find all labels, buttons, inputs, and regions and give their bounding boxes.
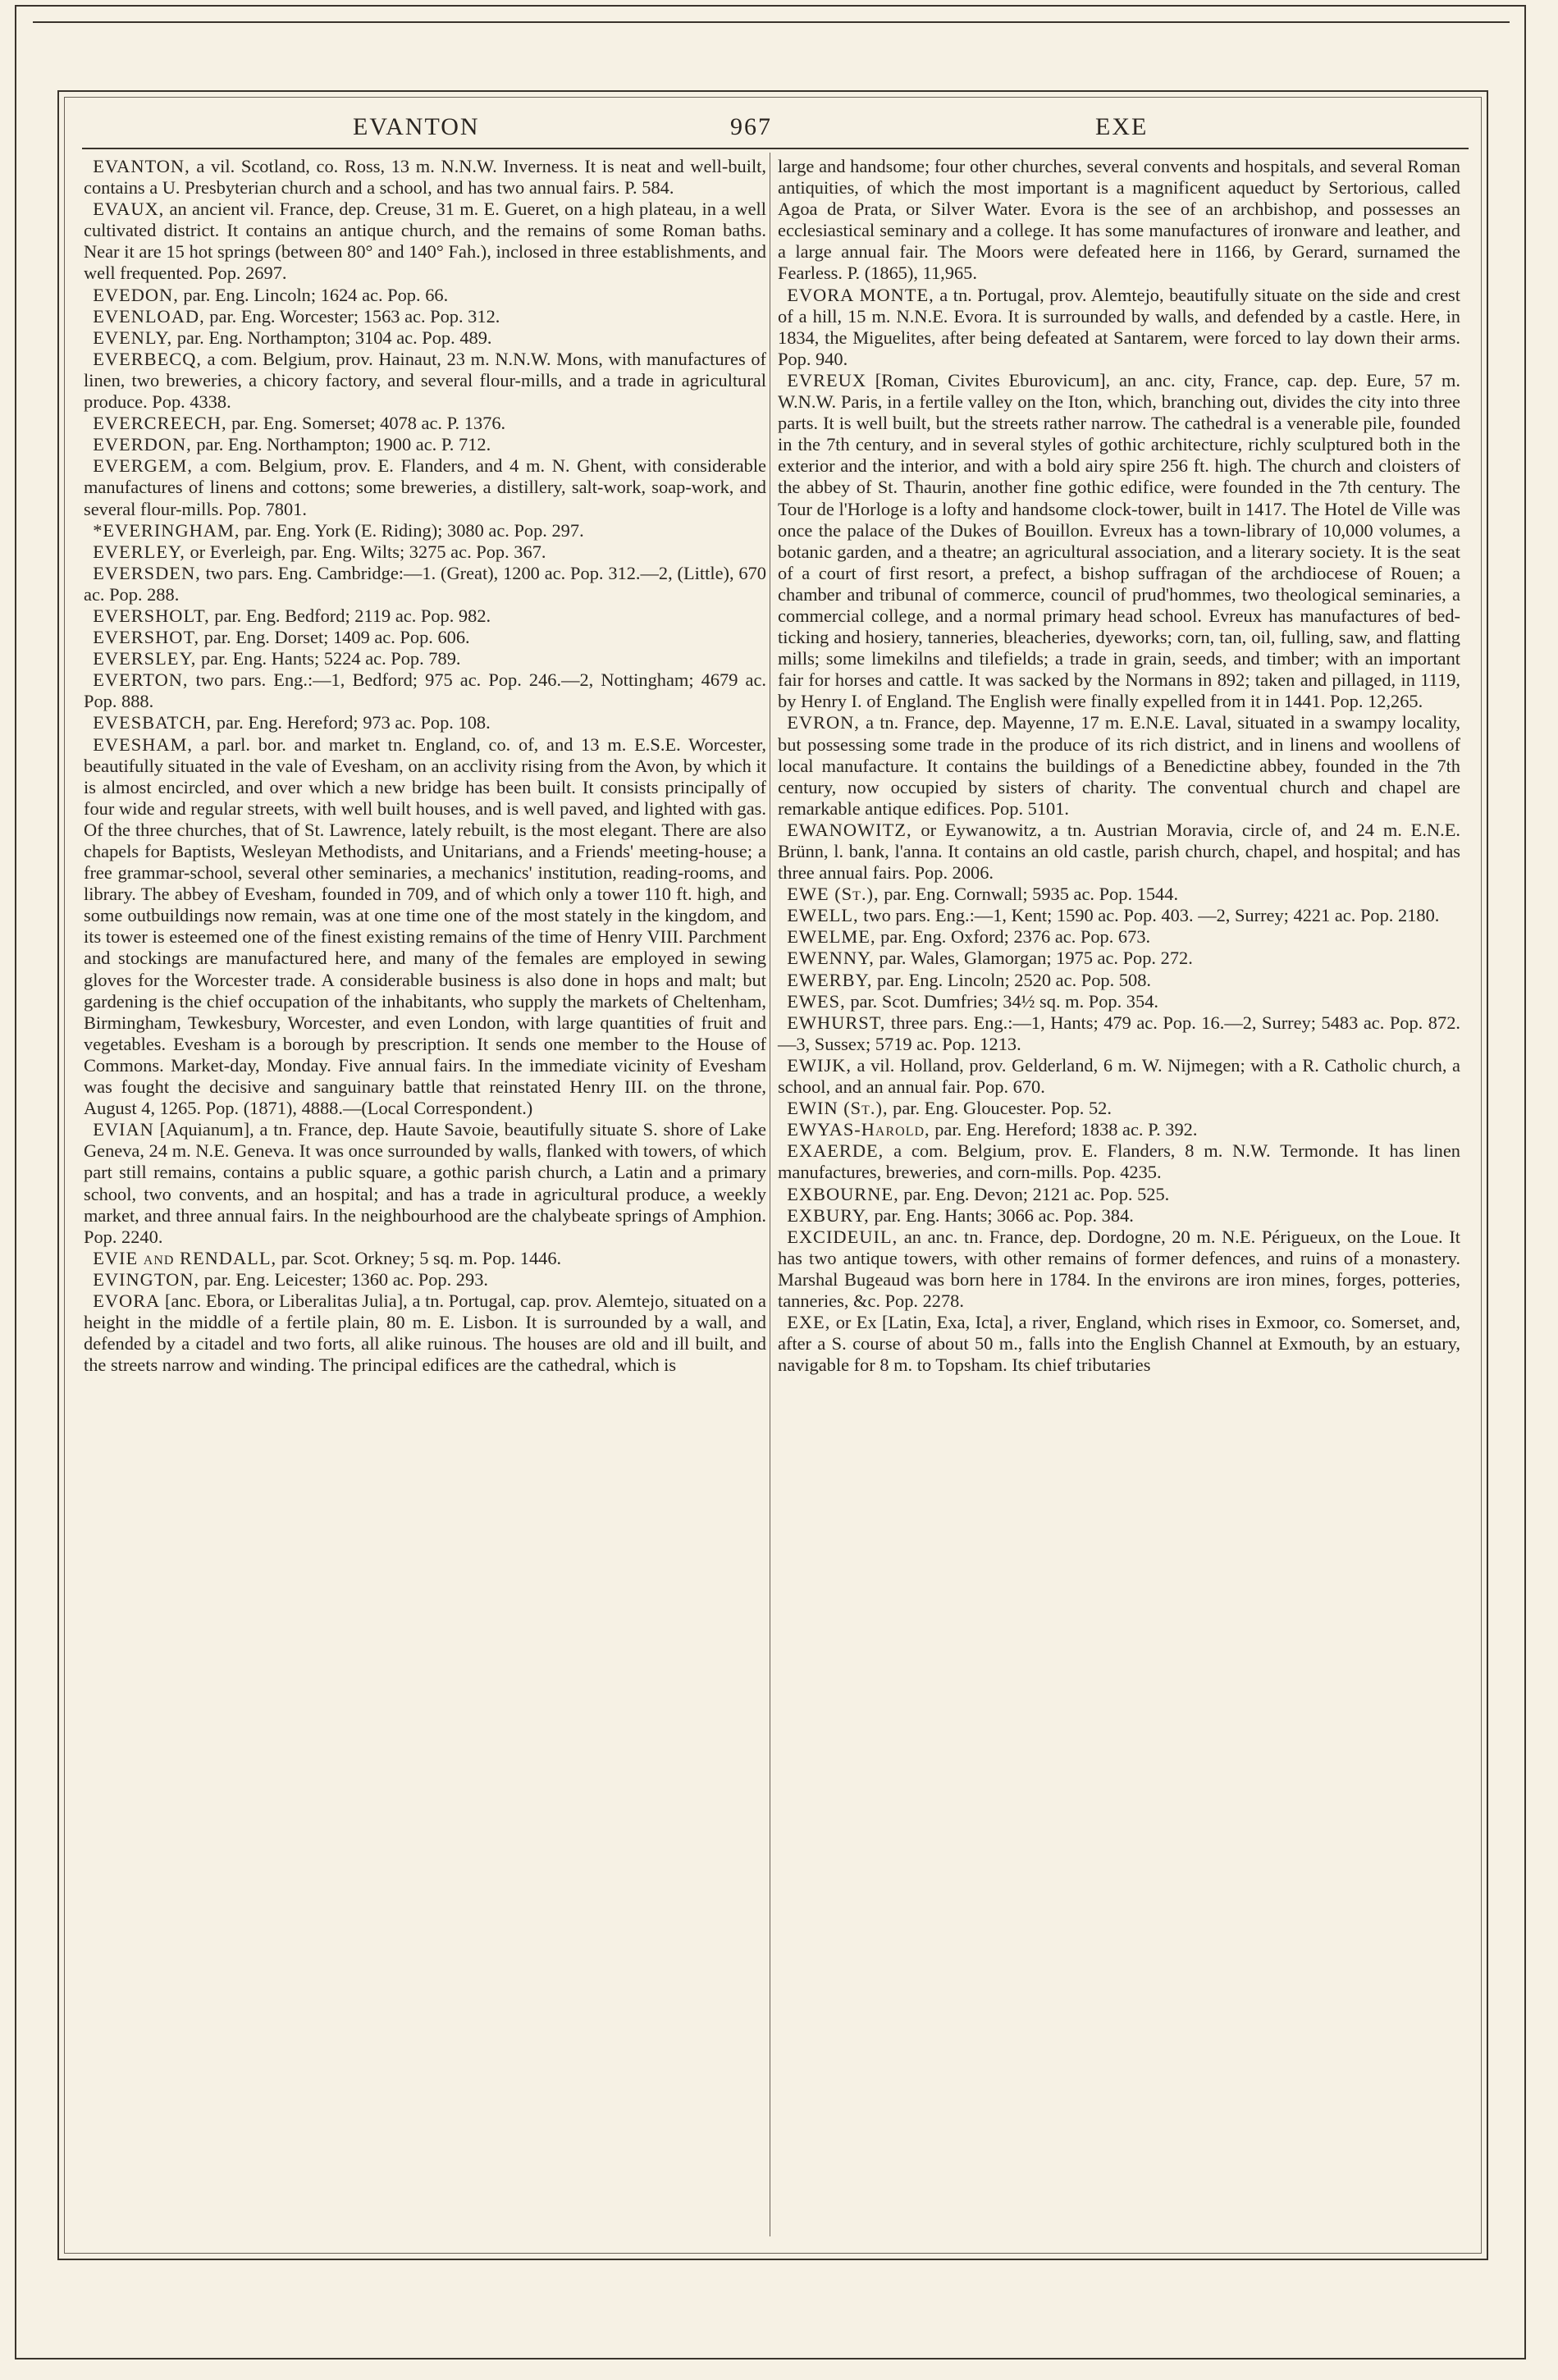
entry-text: three pars. Eng.:—1, Hants; 479 ac. Pop. 16.—2, Surrey; 5483 ac. Pop. 872.—3, Sussex; 5719 ac. Pop. 1213. — [778, 1012, 1460, 1054]
entry-headword: EWES, — [787, 990, 846, 1012]
entry-text: a tn. France, dep. Mayenne, 17 m. E.N.E. Laval, situated in a swampy locality, but possessing some trade in the produce of its rich district, and in linens and woollens of local manufacture. It contains the buildings of a Benedictine abbey, founded in the 7th century, now occupied by sisters of charity. The conventual church and chapel are remarkable antique edifices. Pop. 5101. — [778, 712, 1460, 819]
gazetteer-entry — [84, 1119, 766, 1248]
entry-headword: EWERBY, — [787, 969, 873, 990]
entry-text: par. Eng. Devon; 2121 ac. Pop. 525. — [898, 1183, 1170, 1204]
entry-text: two pars. Eng.:—1, Bedford; 975 ac. Pop. 246.—2, Nottingham; 4679 ac. Pop. 888. — [84, 669, 766, 712]
entry-text: [Roman, Civites Eburovicum], an anc. city, France, cap. dep. Eure, 57 m. W.N.W. Paris, in a fertile valley on the Iton, which, branching out, divides the city into three parts. It is well built, but the streets rather narrow. The cathedral is a venerable pile, founded in the 7th century, and in several styles of gothic architecture, richly sculptured both in the exterior and the interior, and with a bold airy spire 256 ft. high. The church and cloisters of the abbey of St. Thaurin, another fine gothic edifice, were founded in the 7th century. The Tour de l'Horloge is a lofty and handsome clock-tower, built in 1417. The Hotel de Ville was once the palace of the Dukes of Bouillon. Evreux has a town-library of 10,000 volumes, a botanic garden, and a theatre; an agricultural association, and a literary society. It is the seat of a court of first resort, a prefect, a bishop suffragan of the archdiocese of Rouen; a chamber and tribunal of commerce, council of prud'hommes, two theological seminaries, a commercial college, and a normal primary head school. Evreux has manufactures of bed-ticking and hosiery, tanneries, bleacheries, dyeworks; corn, tan, oil, fulling, saw, and flatting mills; some limekilns and tilefields; a trade in grain, seeds, and timber; with an important fair for horses and cattle. It was sacked by the Normans in 892; taken and pillaged, in 1119, by Henry I. of England. The English were finally expelled from it in 1441. Pop. 12,265. — [778, 369, 1460, 712]
outer-right-rule — [1524, 5, 1526, 2359]
entry-text: par. Eng. Hereford; 1838 ac. P. 392. — [930, 1119, 1198, 1140]
header-left-guide-word: EVANTON — [353, 113, 480, 140]
entry-text: or Ex [Latin, Exa, Icta], a river, England, which rises in Exmoor, co. Somerset, and, after a S. course of about 50 m., falls into the English Channel at Exmouth, by an estuary, navigable for 8 m. to Topsham. Its chief tributaries — [778, 1312, 1460, 1376]
entry-headword: EWANOWITZ, — [787, 819, 912, 840]
header-right-guide-word: EXE — [1095, 113, 1149, 140]
entry-text: par. Eng. Somerset; 4078 ac. P. 1376. — [226, 413, 506, 434]
gazetteer-entry — [84, 1248, 766, 1269]
gazetteer-entry — [84, 434, 766, 455]
entry-headword: EXBOURNE, — [787, 1183, 899, 1204]
gazetteer-entry — [84, 669, 766, 712]
entry-text: a vil. Holland, prov. Gelderland, 6 m. W. Nijmegen; with a R. Catholic church, a school, and an annual fair. Pop. 670. — [778, 1054, 1460, 1098]
entry-text: a com. Belgium, prov. Hainaut, 23 m. N.N.W. Mons, with manufactures of linen, two breweries, a chicory factory, and several flour-mills, and a trade in agricultural produce. Pop. 4338. — [84, 348, 766, 413]
entry-text: a vil. Scotland, co. Ross, 13 m. N.N.W. Inverness. It is neat and well-built, contains a U. Presbyterian church and a school, and has two annual fairs. P. 584. — [84, 156, 766, 199]
gazetteer-entry — [778, 1205, 1460, 1227]
gazetteer-entry — [778, 1012, 1460, 1055]
entry-text: par. Eng. Hants; 3066 ac. Pop. 384. — [869, 1204, 1134, 1226]
gazetteer-entry — [778, 970, 1460, 991]
entry-headword: EVESHAM, — [93, 733, 194, 755]
gazetteer-entry — [778, 1227, 1460, 1312]
gazetteer-entry — [84, 285, 766, 306]
entry-text: large and handsome; four other churches, several convents and hospitals, and several Roman antiquities, of which the most important is a magnificent aqueduct by Sertorious, called Agoa de Prata, or Silver Water. Evora is the see of an archbishop, and possesses an ecclesiastical seminary and a college. It has some manufactures of ironware and leather, and a large annual fair. The Moors were defeated here in 1166, by Gerard, surnamed the Fearless. P. (1865), 11,965. — [778, 156, 1460, 284]
gazetteer-entry — [84, 605, 766, 627]
entry-text: or Everleigh, par. Eng. Wilts; 3275 ac. Pop. 367. — [185, 541, 546, 562]
entry-text: par. Eng. Dorset; 1409 ac. Pop. 606. — [199, 627, 470, 648]
entry-text: par. Eng. Northampton; 1900 ac. P. 712. — [191, 434, 491, 455]
entry-text: par. Eng. Leicester; 1360 ac. Pop. 293. — [199, 1268, 488, 1290]
entry-headword: EVERSLEY, — [93, 648, 197, 669]
outer-left-rule — [15, 5, 16, 2359]
entry-headword: EVERSHOT, — [93, 627, 200, 648]
entry-headword: EWENNY, — [787, 948, 875, 969]
gazetteer-entry — [84, 627, 766, 648]
entry-headword: EVERCREECH, — [93, 413, 227, 434]
entry-text: par. Eng. Hants; 5224 ac. Pop. 789. — [196, 648, 461, 669]
entry-text: par. Eng. Lincoln; 1624 ac. Pop. 66. — [178, 284, 449, 305]
entry-headword: EWELL, — [787, 905, 859, 926]
gazetteer-entry — [778, 1184, 1460, 1205]
gazetteer-entry — [778, 1098, 1460, 1119]
outer-top-rule — [16, 5, 1526, 7]
entry-text: par. Eng. Oxford; 2376 ac. Pop. 673. — [875, 926, 1151, 948]
entry-headword: EVANTON, — [93, 156, 190, 176]
gazetteer-entry — [84, 541, 766, 563]
gazetteer-entry — [778, 926, 1460, 948]
entry-headword: EXE, — [787, 1312, 831, 1333]
page-number: 967 — [730, 113, 772, 140]
entry-headword: *EVERINGHAM, — [93, 519, 240, 541]
entry-headword: EVENLY, — [93, 327, 173, 348]
gazetteer-entry — [778, 884, 1460, 905]
gazetteer-entry — [778, 820, 1460, 884]
gazetteer-entry — [84, 327, 766, 349]
entry-text: two pars. Eng. Cambridge:—1. (Great), 1200 ac. Pop. 312.—2, (Little), 670 ac. Pop. 288. — [84, 562, 766, 605]
gazetteer-entry — [84, 455, 766, 519]
gazetteer-entry — [84, 349, 766, 413]
entry-text: par. Eng. Lincoln; 2520 ac. Pop. 508. — [872, 969, 1151, 990]
gazetteer-entry — [778, 156, 1460, 285]
entry-headword: EVINGTON, — [93, 1268, 200, 1290]
gazetteer-entry — [84, 563, 766, 605]
entry-headword: EWHURST, — [787, 1012, 886, 1033]
entry-headword: EVERDON, — [93, 434, 192, 455]
gazetteer-entry — [84, 306, 766, 327]
gazetteer-entry — [778, 1140, 1460, 1183]
entry-text: a parl. bor. and market tn. England, co. of, and 13 m. E.S.E. Worcester, beautifully situated in the vale of Evesham, on an acclivity rising from the Avon, by which it is almost encircled, and over which a new bridge has been built. It consists principally of four wide and regular streets, with well built houses, and is well paved, and lighted with gas. Of the three churches, that of St. Lawrence, lately rebuilt, is the most elegant. There are also chapels for Baptists, Wesleyan Methodists, and Unitarians, and a Friends' meeting-house; a free grammar-school, several other seminaries, a mechanics' institution, reading-rooms, and library. The abbey of Evesham, founded in 709, and of which only a tower 110 ft. high, and some outbuildings now remain, was at one time one of the most stately in the kingdom, and its tower is esteemed one of the finest existing remains of the time of Henry VIII. Parchment and stockings are manufactured here, and many of the females are employed in sewing gloves for the Worcester trade. A considerable business is also done in hops and malt; but gardening is the chief occupation of the inhabitants, who supply the markets of Cheltenham, Birmingham, Tewkesbury, Worcester, and even London, with large quantities of fruit and vegetables. Evesham is a borough by prescription. It sends one member to the House of Commons. Market-day, Monday. Five annual fairs. In the immediate vicinity of Evesham was fought the decisive and sanguinary battle that reinstated Henry III. on the throne, August 4, 1265. Pop. (1871), 4888.—(Local Correspondent.) — [84, 733, 766, 1119]
entry-headword: EVERBECQ, — [93, 348, 202, 369]
entry-headword: EVREUX — [787, 369, 866, 391]
gazetteer-entry — [84, 734, 766, 1120]
entry-text: [Aquianum], a tn. France, dep. Haute Savoie, beautifully situate S. shore of Lake Geneva, 24 m. N.E. Geneva. It was once surrounded by walls, flanked with towers, of which part still remains, contains a public square, a gothic parish church, a Latin and a primary school, two convents, and an hospital; and has a trade in agricultural produce, a weekly market, and three annual fairs. In the neighbourhood are the chalybeate springs of Amphion. Pop. 2240. — [84, 1119, 766, 1247]
entry-text: par. Eng. Gloucester. Pop. 52. — [888, 1098, 1112, 1119]
entry-headword: EVERGEM, — [93, 455, 193, 477]
entry-text: a tn. Portugal, prov. Alemtejo, beautifully situate on the side and crest of a hill, 15 m. N.N.E. Evora. It is surrounded by walls, and defended by a castle. Here, in 1834, the Miguelites, after being defeated at Santarem, were forced to lay down their arms. Pop. 940. — [778, 284, 1460, 369]
gazetteer-entry — [84, 520, 766, 541]
entry-headword: EWIJK, — [787, 1054, 852, 1076]
entry-text: par. Scot. Orkney; 5 sq. m. Pop. 1446. — [276, 1247, 562, 1268]
entry-headword: EVESBATCH, — [93, 712, 212, 733]
entry-headword: EVERSHOLT, — [93, 605, 210, 626]
entry-text: par. Scot. Dumfries; 34½ sq. m. Pop. 354. — [845, 990, 1158, 1012]
gazetteer-entry — [778, 1055, 1460, 1098]
outer-bottom-rule — [16, 2358, 1526, 2359]
entry-headword: EVENLOAD, — [93, 305, 205, 327]
entry-text: or Eywanowitz, a tn. Austrian Moravia, circle of, and 24 m. E.N.E. Brünn, l. bank, l'anna. It contains an old castle, parish church, chapel, and hospital; and has three annual fairs. Pop. 2006. — [778, 819, 1460, 884]
entry-text: par. Eng. Hereford; 973 ac. Pop. 108. — [212, 712, 491, 733]
entry-headword: EVEDON, — [93, 284, 179, 305]
gazetteer-entry — [778, 1312, 1460, 1376]
entry-headword: EVERLEY, — [93, 541, 185, 562]
gazetteer-entry — [84, 648, 766, 669]
gazetteer-entry — [778, 285, 1460, 370]
gazetteer-entry — [84, 712, 766, 733]
running-header — [82, 108, 1469, 148]
header-rule — [82, 148, 1469, 149]
entry-headword: EWELME, — [787, 926, 876, 948]
gazetteer-entry — [778, 370, 1460, 713]
entry-headword: EVIE and RENDALL, — [93, 1247, 277, 1268]
entry-headword: EVORA MONTE, — [787, 284, 934, 305]
entry-text: an ancient vil. France, dep. Creuse, 31 m. E. Gueret, on a high plateau, in a well cultivated district. It contains an antique church, and the remains of some Roman baths. Near it are 15 hot springs (between 80° and 140° Fah.), inclosed in three establishments, and well frequented. Pop. 2697. — [84, 199, 766, 284]
entry-text: par. Eng. Cornwall; 5935 ac. Pop. 1544. — [879, 884, 1179, 905]
gazetteer-entry — [778, 991, 1460, 1012]
gazetteer-entry — [84, 1290, 766, 1376]
entry-text: par. Eng. Bedford; 2119 ac. Pop. 982. — [209, 605, 491, 626]
gazetteer-entry — [778, 905, 1460, 926]
entry-text: par. Wales, Glamorgan; 1975 ac. Pop. 272. — [874, 948, 1193, 969]
entry-headword: EVERSDEN, — [93, 562, 201, 583]
entry-headword: EVIAN — [93, 1119, 154, 1140]
entry-text: par. Eng. York (E. Riding); 3080 ac. Pop. 297. — [240, 519, 584, 541]
right-column — [778, 156, 1460, 1376]
entry-headword: EVRON, — [787, 712, 860, 733]
gazetteer-entry — [778, 712, 1460, 819]
entry-headword: EWE (St.), — [787, 884, 880, 905]
gazetteer-entry — [84, 1269, 766, 1290]
entry-headword: EXCIDEUIL, — [787, 1226, 898, 1247]
entry-text: par. Eng. Worcester; 1563 ac. Pop. 312. — [204, 305, 500, 327]
entry-text: par. Eng. Northampton; 3104 ac. Pop. 489. — [172, 327, 492, 348]
left-column — [84, 156, 766, 1376]
gazetteer-entry — [84, 199, 766, 284]
entry-text: a com. Belgium, prov. E. Flanders, and 4 m. N. Ghent, with considerable manufactures of linens and cottons; some breweries, a distillery, salt-work, soap-work, and several flour-mills. Pop. 7801. — [84, 455, 766, 519]
entry-headword: EXBURY, — [787, 1204, 870, 1226]
entry-headword: EVORA — [93, 1290, 161, 1311]
gazetteer-entry — [84, 413, 766, 434]
entry-headword: EWIN (St.), — [787, 1098, 889, 1119]
entry-headword: EVERTON, — [93, 669, 189, 691]
gazetteer-entry — [778, 948, 1460, 969]
entry-text: a com. Belgium, prov. E. Flanders, 8 m. N.W. Termonde. It has linen manufactures, breweries, and corn-mills. Pop. 4235. — [778, 1140, 1460, 1183]
entry-text: an anc. tn. France, dep. Dordogne, 20 m. N.E. Périgueux, on the Loue. It has two antique towers, with other remains of former defences, and ruins of a monastery. Marshal Bugeaud was born here in 1784. In the environs are iron mines, forges, potteries, tanneries, &c. Pop. 2278. — [778, 1226, 1460, 1311]
gazetteer-entry — [778, 1119, 1460, 1140]
entry-text: two pars. Eng.:—1, Kent; 1590 ac. Pop. 403. —2, Surrey; 4221 ac. Pop. 2180. — [858, 905, 1440, 926]
entry-headword: EVAUX, — [93, 199, 165, 220]
entry-headword: EWYAS-Harold, — [787, 1119, 930, 1140]
gazetteer-entry — [84, 156, 766, 199]
inner-top-rule — [33, 21, 1510, 23]
entry-headword: EXAERDE, — [787, 1140, 884, 1162]
entry-text: [anc. Ebora, or Liberalitas Julia], a tn. Portugal, cap. prov. Alemtejo, situated on a height in the middle of a fertile plain, 80 m. E. Lisbon. It is surrounded by a wall, and defended by a citadel and two forts, all alike ruinous. The houses are old and ill built, and the streets narrow and winding. The principal edifices are the cathedral, which is — [84, 1290, 766, 1376]
